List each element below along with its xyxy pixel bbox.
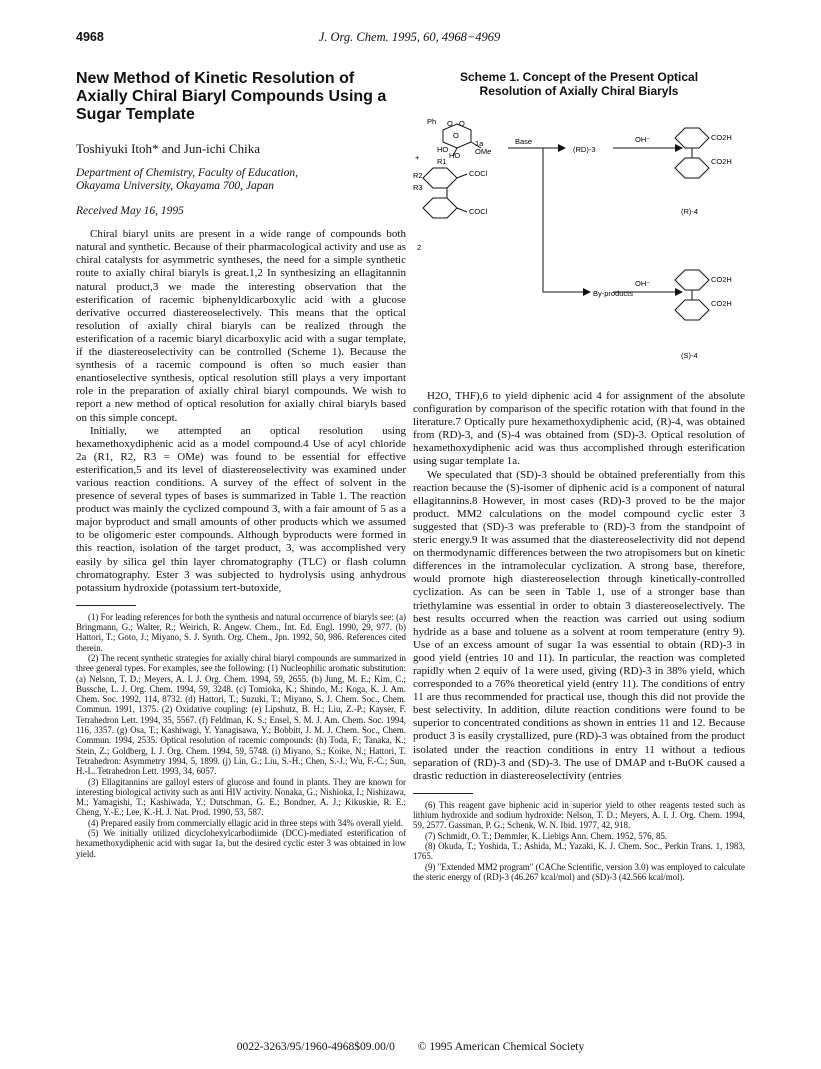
journal-citation: J. Org. Chem. 1995, 60, 4968−4969: [318, 30, 501, 44]
footnote-divider: [413, 793, 473, 794]
r-group-label: R3: [413, 183, 423, 192]
biaryl-lower-ring: [423, 198, 457, 218]
footnotes: [76, 612, 406, 859]
compound-label: 1a: [475, 139, 484, 148]
acyl-chloride-label: COCl: [469, 207, 488, 216]
article-code: 0022-3263/95/1960-4968$09.00/0: [236, 1041, 395, 1053]
branch-line: [543, 148, 583, 292]
biaryl-upper-ring: [423, 168, 457, 188]
body-paragraph: Chiral biaryl units are present in a wide range of compounds both natural and synthetic. Because of their pharmacological activity and use as chiral catalysts for asymmetric syntheses, the need for a simple synthetic route to axially chiral biaryls is great.1,2 In synthesizing an ellagitannin natural product,3 we made the interesting observation that the esterification of racemic biphenyldicarboxylic acid with a glucose derivative occurred diastereoselectively. This means that the optical resolution of axially chiral biaryls can be realized through the esterification of a racemic biaryl dicarboxylic acid with a sugar template, if the diastereoselectivity can be controlled (Scheme 1). Because the synthesis of a racemic compound is often so much easier than enantioselective synthesis, optical resolution still plays a very important role in the preparation of axially chiral biaryl compounds. We wish to report a new method of optical resolution for axially chiral biaryls based on this simple concept.: [76, 228, 406, 424]
scheme-title-line: Scheme 1. Concept of the Present Optical: [459, 70, 699, 84]
oxygen-label: O: [447, 119, 453, 128]
footnote: (7) Schmidt, O. T.; Demmler, K. Liebigs Ann. Chem. 1952, 576, 85.: [425, 830, 668, 841]
oxygen-label: O: [459, 119, 465, 128]
scheme-title: [413, 70, 745, 98]
page-number: 4968: [76, 30, 104, 44]
affiliation-line: Okayama University, Okayama 700, Japan: [76, 180, 275, 193]
plus-sign: +: [415, 153, 420, 162]
product-label: (R)-4: [681, 207, 699, 216]
footnotes: [413, 800, 745, 882]
right-column: [413, 70, 745, 882]
hydroxide-label: OH⁻: [635, 279, 651, 288]
hydroxyl-label: HO: [449, 151, 461, 160]
footnote: (6) This reagent gave biphenic acid in superior yield to other reagents tested such as lithium hydroxide and sodium hydroxide: Nelson, T. D.; Meyers, A. I. J. Org. Chem. 1994, 59, 2577. Gassman, P. G.; Schenk, W. N. Ibid. 1977, 42, 918.: [413, 799, 745, 831]
author-list: Toshiyuki Itoh* and Jun-ichi Chika: [76, 141, 260, 156]
compound-label: 2: [417, 243, 422, 252]
copyright: © 1995 American Chemical Society: [417, 1041, 585, 1053]
base-label: Base: [515, 137, 533, 146]
page-footer: [0, 1041, 821, 1053]
running-header: [76, 30, 743, 48]
reaction-scheme: [413, 102, 745, 382]
carboxyl-label: CO2H: [711, 299, 732, 308]
scheme-title-line: Resolution of Axially Chiral Biaryls: [479, 84, 679, 98]
product-label: (S)-4: [681, 351, 698, 360]
footnote: (3) Ellagitannins are galloyl esters of glucose and found in plants. They are known for interesting biological activity such as anti HIV activity. Nonaka, G.; Nishioka, I.; Nishizawa, M.; Yamagishi, T.; Kashiwada, Y.; Dutschman, G. E.; Bondner, A. J.; Kikuskie, R. E.; Cheng, Y.-E.; Lee, K.-H. J. Nat. Prod. 1990, 53, 587.: [76, 776, 406, 818]
affiliation: [76, 167, 406, 193]
body-paragraph: We speculated that (SD)-3 should be obtained preferentially from this reaction because the (S)-isomer of diphenic acid is a component of natural ellagitannins.8 However, in most cases (RD)-3 proved to be the major product. MM2 calculations on the model compound cyclic ester 3 suggested that (SD)-3 was preferable to (RD)-3 from the standpoint of steric energy.9 It was assumed that the diastereoselectivity did not depend on thermodynamic differences between the two atropisomers but on kinetic differences in the intramolecular cyclization. A strong base, therefore, would promote high diastereoselection through kinetically-controlled cyclization. As can be seen in Table 1, use of a stronger base than triethylamine was essential in order to obtain 3 diastereoselectively. The best results occurred when the reaction was carried out using sodium hydride as a base and toluene as a solvent at room temperature (entry 9). Use of an excess amount of sugar 1a was essential to obtain (RD)-3 in good yield (entries 10 and 11). In particular, the reaction was completed rapidly when 2 equiv of 1a were used, giving (RD)-3 in 38% yield, which corresponded to a 76% theoretical yield (entry 11). The conditions of entry 11 are thus recommended for practical use, though this did not provide the best selectivity. In addition, dilute reaction conditions were found to be superior to concentrated conditions as shown in entries 11 and 12. Because product 3 is easily crystallized, pure (RD)-3 was obtained from the product isolated under the reaction conditions in entry 11 without a tedious separation of (RD)-3 and (SD)-3. The use of DMAP and t-BuOK caused a drastic reduction in diastereoselectivity (entries: [413, 468, 745, 782]
product-label: (RD)-3: [573, 145, 596, 154]
methoxy-label: OMe: [475, 147, 492, 156]
footnote: (5) We initially utilized dicyclohexylcarbodiimide (DCC)-mediated esterification of hexamethoxydiphenic acid with sugar 1a, but the desired cyclic ester 3 was obtained in low yield.: [76, 828, 406, 859]
r-group-label: R1: [437, 157, 447, 166]
hydroxide-label: OH⁻: [635, 135, 651, 144]
body-paragraph: H2O, THF),6 to yield diphenic acid 4 for assignment of the absolute configuration by comparison of the specific rotation with that found in the literature.7 Optically pure hexamethoxydiphenic acid, (R)-4, was obtained from (RD)-3, and (S)-4 was obtained from (SD)-3. Optical resolution of hexamethoxydiphenic acid was thus accomplished through esterification using sugar template 1a.: [413, 390, 745, 468]
footnote: (1) For leading references for both the synthesis and natural occurrence of biaryls see: (a) Bringmann, G.; Walter, R.; Weirich, R. Angew. Chem., Int. Ed. Engl. 1990, 29, 977. (b) Hattori, T.; Goto, J.; Miyano, S. J. Synth. Org. Chem., Jpn. 1992, 50, 986. References cited therein.: [76, 611, 406, 653]
hydroxyl-label: HO: [437, 145, 449, 154]
oxygen-label: O: [453, 131, 459, 140]
footnote-divider: [76, 605, 136, 606]
left-column: [76, 70, 406, 859]
footnote: (2) The recent synthetic strategies for axially chiral biaryl compounds are summarized in three general types. For examples, see the following: (1) Nucleophilic aromatic substitution: (a) Nelson, T. D.; Meyers, A. I. J. Org. Chem. 1994, 59, 2655. (b) Jung, M. E.; Kim, C.; Bussche, L. J. Org. Chem. 1994, 59, 3248. (c) Tomioka, K.; Shindo, M.; Koga, K. J. Am. Chem. Soc. 1992, 114, 8732. (d) Hattori, T.; Suzuki, T.; Miyano, S. J. Chem. Soc., Chem. Commun. 1991, 1375. (2) Oxidative coupling: (e) Lipshutz, B. H.; Liu, Z.-P.; Kayser, F. Tetrahedron Lett. 1994, 35, 5567. (f) Feldman, K. S.; Ensel, S. M. J. Am. Chem. Soc. 1994, 116, 3357. (g) Osa, T.; Kashiwagi, Y. Yanagisawa, Y.; Bobbitt, J. M. J. Chem. Soc., Chem. Commun. 1994, 2535. Optical resolution of racemic compounds: (h) Toda, F.; Tanaka, K.; Stein, Z.; Goldberg, I. J. Org. Chem. 1994, 59, 5748. (i) Miyano, S.; Koike, N.; Hattori, T. Tetrahedron: Asymmetry 1994, 5, 1899. (j) Lin, G.; Liu, S.-H.; Chen, S.-J.; Wu, F.-C.; Sun, H.-L. Tetrahedron Lett. 1993, 34, 6057.: [76, 653, 406, 777]
article-title: New Method of Kinetic Resolution of Axially Chiral Biaryl Compounds Using a Sugar Template: [76, 70, 387, 123]
footnote: (4) Prepared easily from commercially ellagic acid in three steps with 34% overall yield.: [88, 817, 403, 828]
body-paragraph: Initially, we attempted an optical resolution using hexamethoxydiphenic acid as a model compound.4 Use of acyl chloride 2a (R1, R2, R3 = OMe) was found to be essential for effective esterification,5 and its level of diastereoselectivity was examined under various reaction conditions. A survey of the effect of solvent in the presence of several types of bases is summarized in Table 1. The reaction product was mainly the cyclized compound 3, with a fair amount of 5 as a major byproduct and small amounts of other products which we assumed to be oligomeric ester compounds. Although byproducts were formed in this reaction, isolation of the target product, 3, was accomplished very easily by silica gel thin layer chromatography (TLC) or flash column chromatography. Ester 3 was subjected to hydrolysis using anhydrous potassium hydroxide (potassium tert-butoxide,: [76, 424, 406, 594]
affiliation-line: Department of Chemistry, Faculty of Education,: [76, 167, 298, 180]
r-group-label: R2: [413, 171, 423, 180]
carboxyl-label: CO2H: [711, 275, 732, 284]
received-date: Received May 16, 1995: [76, 205, 184, 218]
footnote: (8) Okuda, T.; Yoshida, T.; Ashida, M.; Yazaki, K. J. Chem. Soc., Perkin Trans. 1, 1983, 1765.: [413, 841, 745, 862]
carboxyl-label: CO2H: [711, 133, 732, 142]
byproducts-label: By-products: [593, 289, 634, 298]
footnote: (9) "Extended MM2 program" (CAChe Scientific, version 3.0) was employed to calculate the steric energy of (RD)-3 (46.267 kcal/mol) and (SD)-3 (42.566 kcal/mol).: [413, 861, 745, 882]
acyl-chloride-label: COCl: [469, 169, 488, 178]
carboxyl-label: CO2H: [711, 157, 732, 166]
phenyl-label: Ph: [427, 117, 437, 126]
